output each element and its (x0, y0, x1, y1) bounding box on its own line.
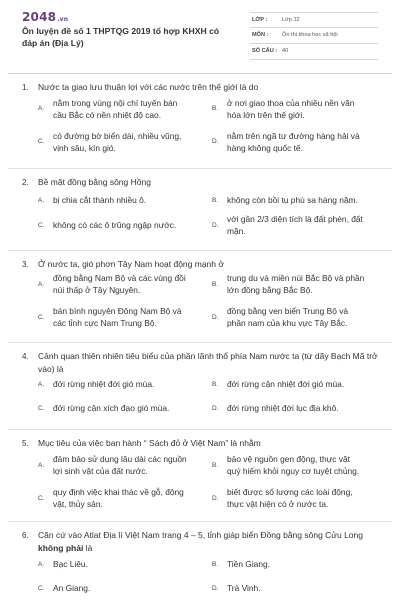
option-letter: A. (38, 281, 45, 288)
option-text: đới rừng cận nhiệt đới gió mùa. (227, 379, 345, 389)
site-logo[interactable] (22, 10, 68, 24)
option-text: có đường bờ biển dài, nhiều vũng, vịnh sâu, kín gió. (53, 131, 182, 153)
meta-key: SỐ CÂU : (252, 48, 278, 54)
option-letter: B. (212, 561, 219, 568)
option-text: bán bình nguyên Đông Nam Bộ và các tỉnh cực Nam Trung Bộ. (53, 306, 182, 328)
question-number: 4. (22, 352, 29, 361)
option-letter: A. (38, 561, 45, 568)
option-letter: D. (212, 585, 219, 592)
option-letter: D. (212, 405, 219, 412)
meta-row-subject (250, 28, 378, 44)
option-text: Bạc Liêu. (53, 559, 88, 569)
meta-row-question-count (250, 44, 378, 60)
option-letter: A. (38, 105, 45, 112)
question-text-end: là (83, 542, 93, 553)
option-text: ở nơi giao thoa của nhiều nền văn hóa lớn trên thế giới. (227, 98, 355, 120)
question-number: 6. (22, 531, 29, 540)
option-text: Trà Vinh. (227, 583, 261, 593)
option-text: nằm trong vùng nội chí tuyến bán cầu Bắc có nền nhiệt độ cao. (53, 98, 178, 120)
meta-value: Lớp 12 (282, 17, 300, 23)
option-text: đới rừng nhiệt đới gió mùa. (53, 379, 155, 389)
meta-value: 40 (282, 48, 289, 54)
question-list (0, 74, 400, 600)
question-text: Ở nước ta, gió phơn Tây Nam hoạt động mạnh ở (38, 259, 224, 269)
option-letter: C. (38, 222, 45, 229)
logo-main: 2048 (22, 10, 57, 24)
question-2 (0, 169, 400, 251)
option-text: với gần 2/3 diện tích là đất phèn, đất mặn. (227, 214, 363, 236)
option-letter: B. (212, 105, 219, 112)
option-text: quy định việc khai thác về gỗ, động vật, thủy sản. (53, 487, 184, 509)
question-number: 2. (22, 178, 29, 187)
document-title: Ôn luyện đề số 1 THPTQG 2019 tổ hợp KHXH có đáp án (Địa Lý) (22, 26, 220, 48)
option-letter: A. (38, 462, 45, 469)
meta-value: Ôn thi khoa học xã hội (282, 32, 338, 38)
option-text: đồng bằng Nam Bộ và các vùng đồi núi thấp ở Tây Nguyên. (53, 273, 186, 295)
option-letter: D. (212, 495, 219, 502)
option-text: nằm trên ngã tư đường hàng hải và hàng không quốc tế. (227, 131, 360, 153)
option-letter: C. (38, 585, 45, 592)
option-text: bảo vệ nguồn gen động, thực vật quý hiếm khỏi nguy cơ tuyệt chủng. (227, 454, 360, 476)
option-text: không còn bồi tụ phù sa hàng năm. (227, 195, 358, 205)
option-letter: D. (212, 138, 219, 145)
option-text: đảm bảo sử dụng lâu dài các nguồn lợi sinh vật của đất nước. (53, 454, 187, 476)
question-4 (0, 343, 400, 430)
meta-key: LỚP : (252, 17, 268, 23)
option-text: Tiền Giang. (227, 559, 270, 569)
option-text: đới rừng cận xích đạo gió mùa. (53, 403, 170, 413)
question-text-emphasis: không phải (38, 542, 84, 553)
question-number: 3. (22, 260, 29, 269)
question-text (38, 529, 383, 554)
option-text: không có các ô trũng ngập nước. (53, 220, 177, 230)
meta-table (250, 12, 378, 60)
option-letter: C. (38, 138, 45, 145)
option-letter: C. (38, 495, 45, 502)
logo-suffix: .vn (57, 16, 69, 23)
question-text: Cảnh quan thiên nhiên tiêu biểu của phần lãnh thổ phía Nam nước ta (từ dãy Bạch Mã trở vào) là (38, 351, 378, 374)
document-header (0, 0, 400, 68)
question-text: Bề mặt đồng bằng sông Hồng (38, 177, 151, 187)
option-letter: B. (212, 381, 219, 388)
option-letter: B. (212, 197, 219, 204)
option-letter: A. (38, 381, 45, 388)
option-text: An Giang. (53, 583, 91, 593)
question-1 (0, 74, 400, 169)
option-letter: D. (212, 222, 219, 229)
question-text: Mục tiêu của việc ban hành “ Sách đỏ ở Việt Nam” là nhằm (38, 438, 261, 448)
question-number: 1. (22, 83, 29, 92)
question-5 (0, 430, 400, 522)
option-letter: C. (38, 314, 45, 321)
option-letter: B. (212, 462, 219, 469)
meta-row-class (250, 12, 378, 28)
option-letter: D. (212, 314, 219, 321)
option-letter: A. (38, 197, 45, 204)
option-letter: B. (212, 281, 219, 288)
option-text: trung du và miền núi Bắc Bộ và phần lớn đồng bằng Bắc Bộ. (227, 273, 365, 295)
question-3 (0, 251, 400, 343)
option-text: bị chia cắt thành nhiều ô. (53, 195, 147, 205)
option-text: đới rừng nhiệt đới lục địa khô. (227, 403, 339, 413)
option-letter: C. (38, 405, 45, 412)
question-text: Nước ta giao lưu thuận lợi với các nước trên thế giới là do (38, 82, 259, 92)
question-6 (0, 522, 400, 600)
question-text-main: Căn cứ vào Atlat Địa lí Việt Nam trang 4 – 5, tỉnh giáp biển Đồng bằng sông Cửu Long (38, 530, 363, 540)
question-number: 5. (22, 439, 29, 448)
meta-key: MÔN : (252, 32, 269, 38)
option-text: đồng bằng ven biển Trung Bộ và phần nam của khu vực Tây Bắc. (227, 306, 349, 328)
option-text: biết được số lượng các loài động, thực vật hiện có ở nước ta. (227, 487, 353, 509)
